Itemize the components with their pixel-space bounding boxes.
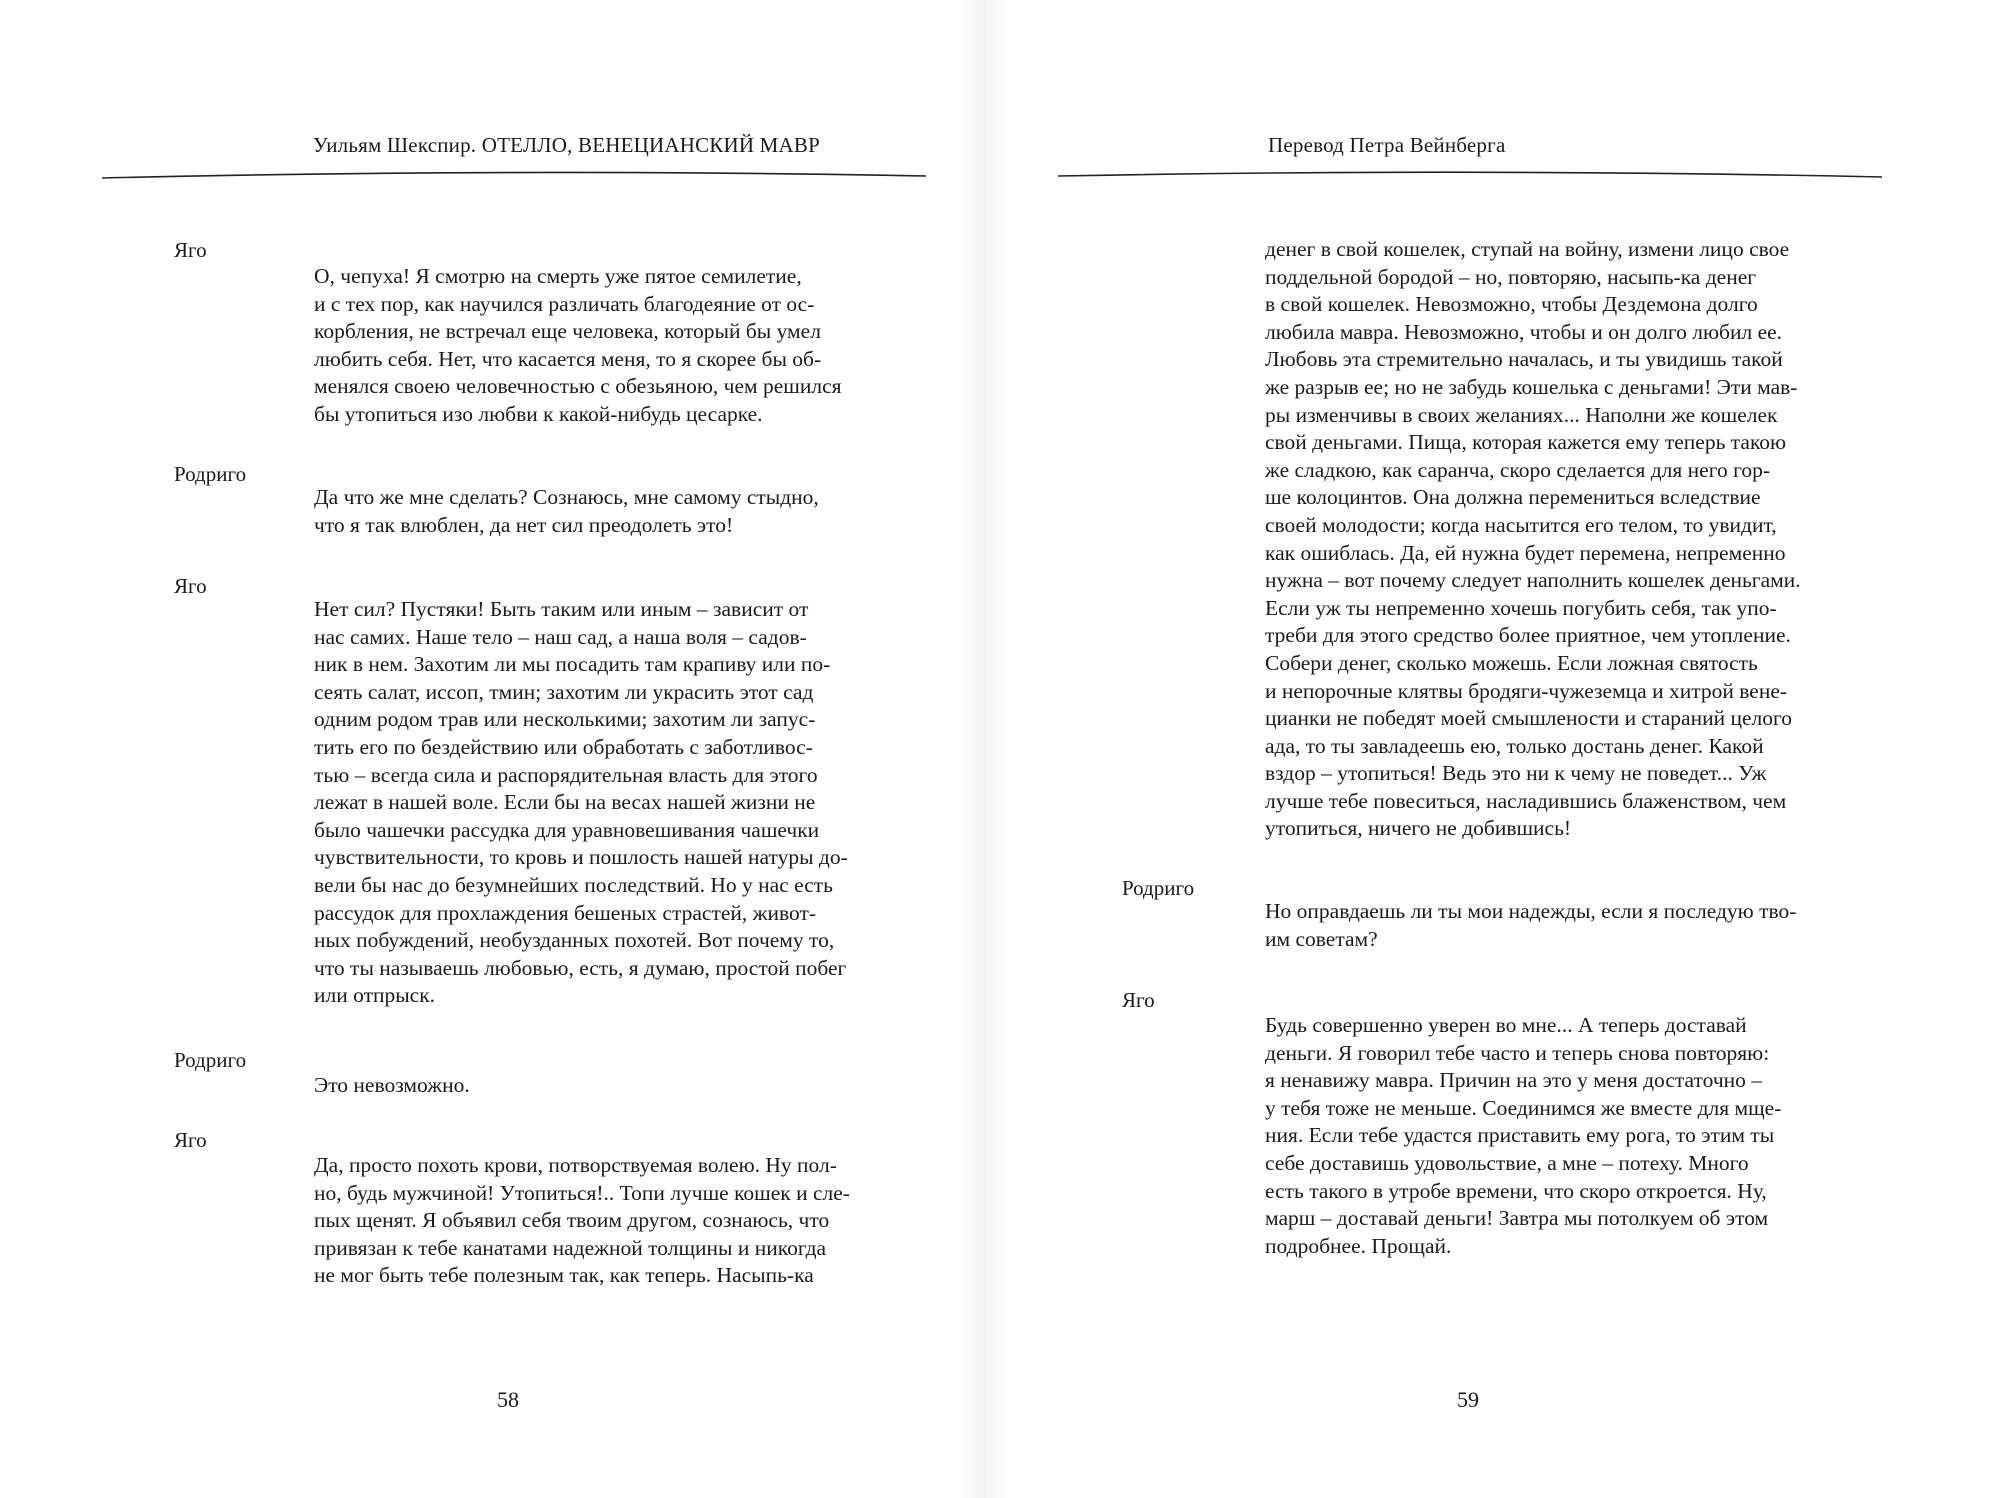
left-page <box>0 0 985 1498</box>
speaker-label: Яго <box>174 238 207 262</box>
speaker-label: Родриго <box>1122 876 1195 900</box>
right-page <box>985 0 2000 1498</box>
left-running-head: Уильям Шекспир. ОТЕЛЛО, ВЕНЕЦИАНСКИЙ МАВР <box>313 133 821 157</box>
speech-text: Будь совершенно уверен во мне... А теперь доставай деньги. Я говорил тебе часто и теперь снова повторяю: я ненавижу мавра. Причин на это у меня достаточно – у тебя тоже не меньше. Соединимся же вместе для мще- ния. Если тебе удастся приставить ему рога, то этим ты себе доставишь удовольствие, а мне – потеху. Много есть такого в утробе времени, что скоро откроется. Ну, марш – доставай деньги! Завтра мы потолкуем об этом подробнее. Прощай. <box>1265 1013 1782 1258</box>
speech-text: Да что же мне сделать? Сознаюсь, мне самому стыдно, что я так влюблен, да нет сил преодолеть это! <box>314 485 819 537</box>
speaker-label: Яго <box>1122 988 1155 1012</box>
speech-text: Да, просто похоть крови, потворствуемая волею. Ну пол- но, будь мужчиной! Утопиться!.. Топи лучше кошек и сле- пых щенят. Я объявил себя твоим другом, сознаюсь, что привязан к тебе канатами надежной толщины и никогда не мог быть тебе полезным так, как теперь. Насыпь-ка <box>314 1153 850 1288</box>
speaker-label: Родриго <box>174 462 247 486</box>
right-running-head: Перевод Петра Вейнберга <box>1268 133 1506 157</box>
page-number: 59 <box>1457 1387 1479 1412</box>
speaker-label: Яго <box>174 1128 207 1152</box>
speaker-label: Родриго <box>174 1048 247 1072</box>
speech-text-continuation: денег в свой кошелек, ступай на войну, измени лицо свое поддельной бородой – но, повторяю, насыпь-ка денег в свой кошелек. Невозможно, чтобы Дездемона долго любила мавра. Невозможно, чтобы и он долго любил ее. Любовь эта стремительно началась, и ты увидишь такой же разрыв ее; но не забудь кошелька с деньгами! Эти мав- ры изменчивы в своих желаниях... Наполни же кошелек свой деньгами. Пища, которая кажется ему теперь такою же сладкою, как саранча, скоро сделается для него гор- ше колоцинтов. Она должна перемениться вследствие своей молодости; когда насытится его телом, то увидит, как ошиблась. Да, ей нужна будет перемена, непременно нужна – вот почему следует наполнить кошелек деньгами. Если уж ты непременно хочешь погубить себя, так упо- треби для этого средство более приятное, чем утопление. Собери денег, сколько можешь. Если ложная святость и непорочные клятвы бродяги-чужеземца и хитрой вене- цианки не победят моей смышлености и стараний целого ада, то ты завладеешь ею, только достань денег. Какой вздор – утопиться! Ведь это ни к чему не поведет... Уж лучше тебе повеситься, насладившись блаженством, чем утопиться, ничего не добившись! <box>1265 237 1801 841</box>
left-header-rule <box>102 170 926 182</box>
speech-text: Нет сил? Пустяки! Быть таким или иным – зависит от нас самих. Наше тело – наш сад, а наша воля – садов- ник в нем. Захотим ли мы посадить там крапиву или по- сеять салат, иссоп, тмин; захотим ли украсить этот сад одним родом трав или несколькими; захотим ли запус- тить его по бездействию или обработать с заботливос- тью – всегда сила и распорядительная власть для этого лежат в нашей воле. Если бы на весах нашей жизни не было чашечки рассудка для уравновешивания чашечки чувствительности, то кровь и пошлость нашей натуры до- вели бы нас до безумнейших последствий. Но у нас есть рассудок для прохлаждения бешеных страстей, живот- ных побуждений, необузданных похотей. Вот почему то, что ты называешь любовью, есть, я думаю, простой побег или отпрыск. <box>314 597 848 1008</box>
right-header-rule <box>1058 170 1882 182</box>
speaker-label: Яго <box>174 574 207 598</box>
speech-text: Это невозможно. <box>314 1073 470 1097</box>
speech-text: О, чепуха! Я смотрю на смерть уже пятое семилетие, и с тех пор, как научился различать благодеяние от ос- корбления, не встречал еще человека, который бы умел любить себя. Нет, что касается меня, то я скорее бы об- менялся своею человечностью с обезьяною, чем решился бы утопиться изо любви к какой-нибудь цесарке. <box>314 264 842 426</box>
page-number: 58 <box>497 1387 519 1412</box>
speech-text: Но оправдаешь ли ты мои надежды, если я последую тво- им советам? <box>1265 899 1797 951</box>
